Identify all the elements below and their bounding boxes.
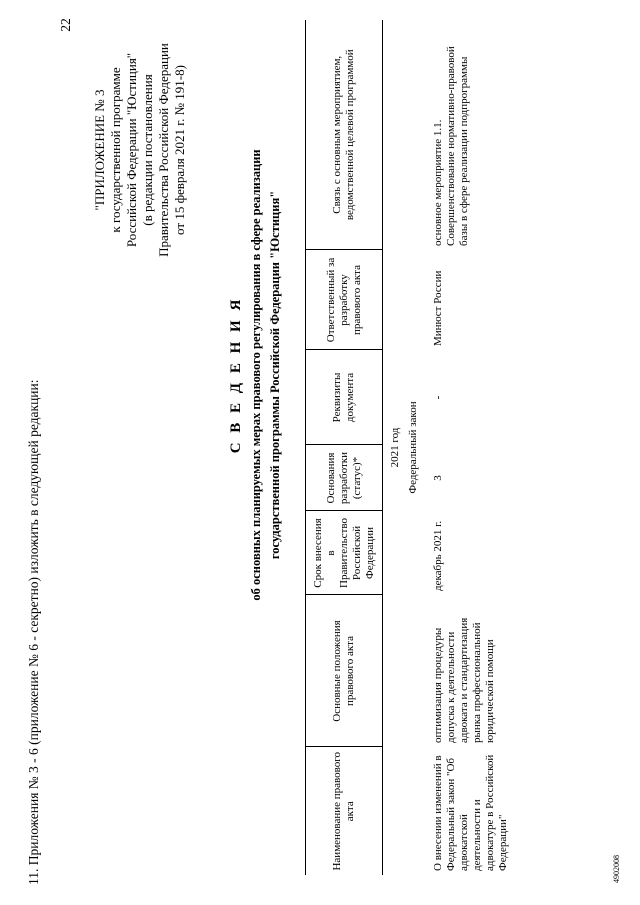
page-number: 22 (58, 18, 73, 32)
year-label: 2021 год (389, 427, 401, 468)
table-row (429, 20, 513, 875)
cell-name: О внесении изменений в Федеральный закон "Об адвокатской деятельности и адвокатуре в Российской Федерации" (432, 754, 509, 871)
measures-table (305, 20, 513, 875)
cell-basis: 3 (432, 475, 444, 481)
heading-subtitle-2: государственной программы Российской Федерации "Юстиция" (267, 190, 282, 560)
heading-subtitle-1: об основных планируемых мерах правового регулирования в сфере реализации (249, 149, 263, 601)
cell-deadline: декабрь 2021 г. (432, 520, 444, 591)
appendix-line: Правительства Российской Федерации (156, 43, 171, 257)
year-row (383, 20, 408, 875)
appendix-line: от 15 февраля 2021 г. № 191-8) (172, 65, 187, 235)
appendix-line: Российской Федерации "Юстиция" (124, 52, 139, 248)
appendix-line: "ПРИЛОЖЕНИЕ № 3 (92, 89, 107, 211)
column-header: Основные положения правового акта (306, 595, 383, 747)
section-label: Федеральный закон (407, 401, 419, 494)
appendix-note (92, 15, 188, 285)
cell-responsible: Минюст России (432, 270, 444, 346)
intro-line: 11. Приложения № 3 - 6 (приложение № 6 - секретно) изложить в следующей редакции: (26, 379, 41, 885)
document-heading (226, 105, 283, 645)
table-header-row (306, 20, 383, 875)
cell-link: основное мероприятие 1.1. Совершенствование нормативно-правовой базы в сфере реализации подпрограммы (432, 46, 470, 246)
column-header: Срок внесения в Правительство Российской Федерации (306, 511, 383, 595)
column-header: Ответственный за разработку правового акта (306, 250, 383, 350)
appendix-line: (в редакции постановления (140, 74, 155, 226)
appendix-line: к государственной программе (108, 67, 123, 233)
section-row (407, 20, 429, 875)
column-header: Реквизиты документа (306, 350, 383, 445)
footer-code: 4902008 (612, 855, 621, 883)
cell-requisites: - (432, 395, 444, 400)
column-header: Связь с основным мероприятием, ведомственной целевой программой (306, 20, 383, 250)
heading-title: С В Е Д Е Н И Я (228, 296, 244, 454)
cell-provisions: оптимизация процедуры допуска к деятельности адвоката и стандартизация рынка профессиональной юридической помощи (432, 617, 496, 743)
column-header: Основания разработки (статус)* (306, 445, 383, 511)
column-header: Наименование правового акта (306, 747, 383, 875)
